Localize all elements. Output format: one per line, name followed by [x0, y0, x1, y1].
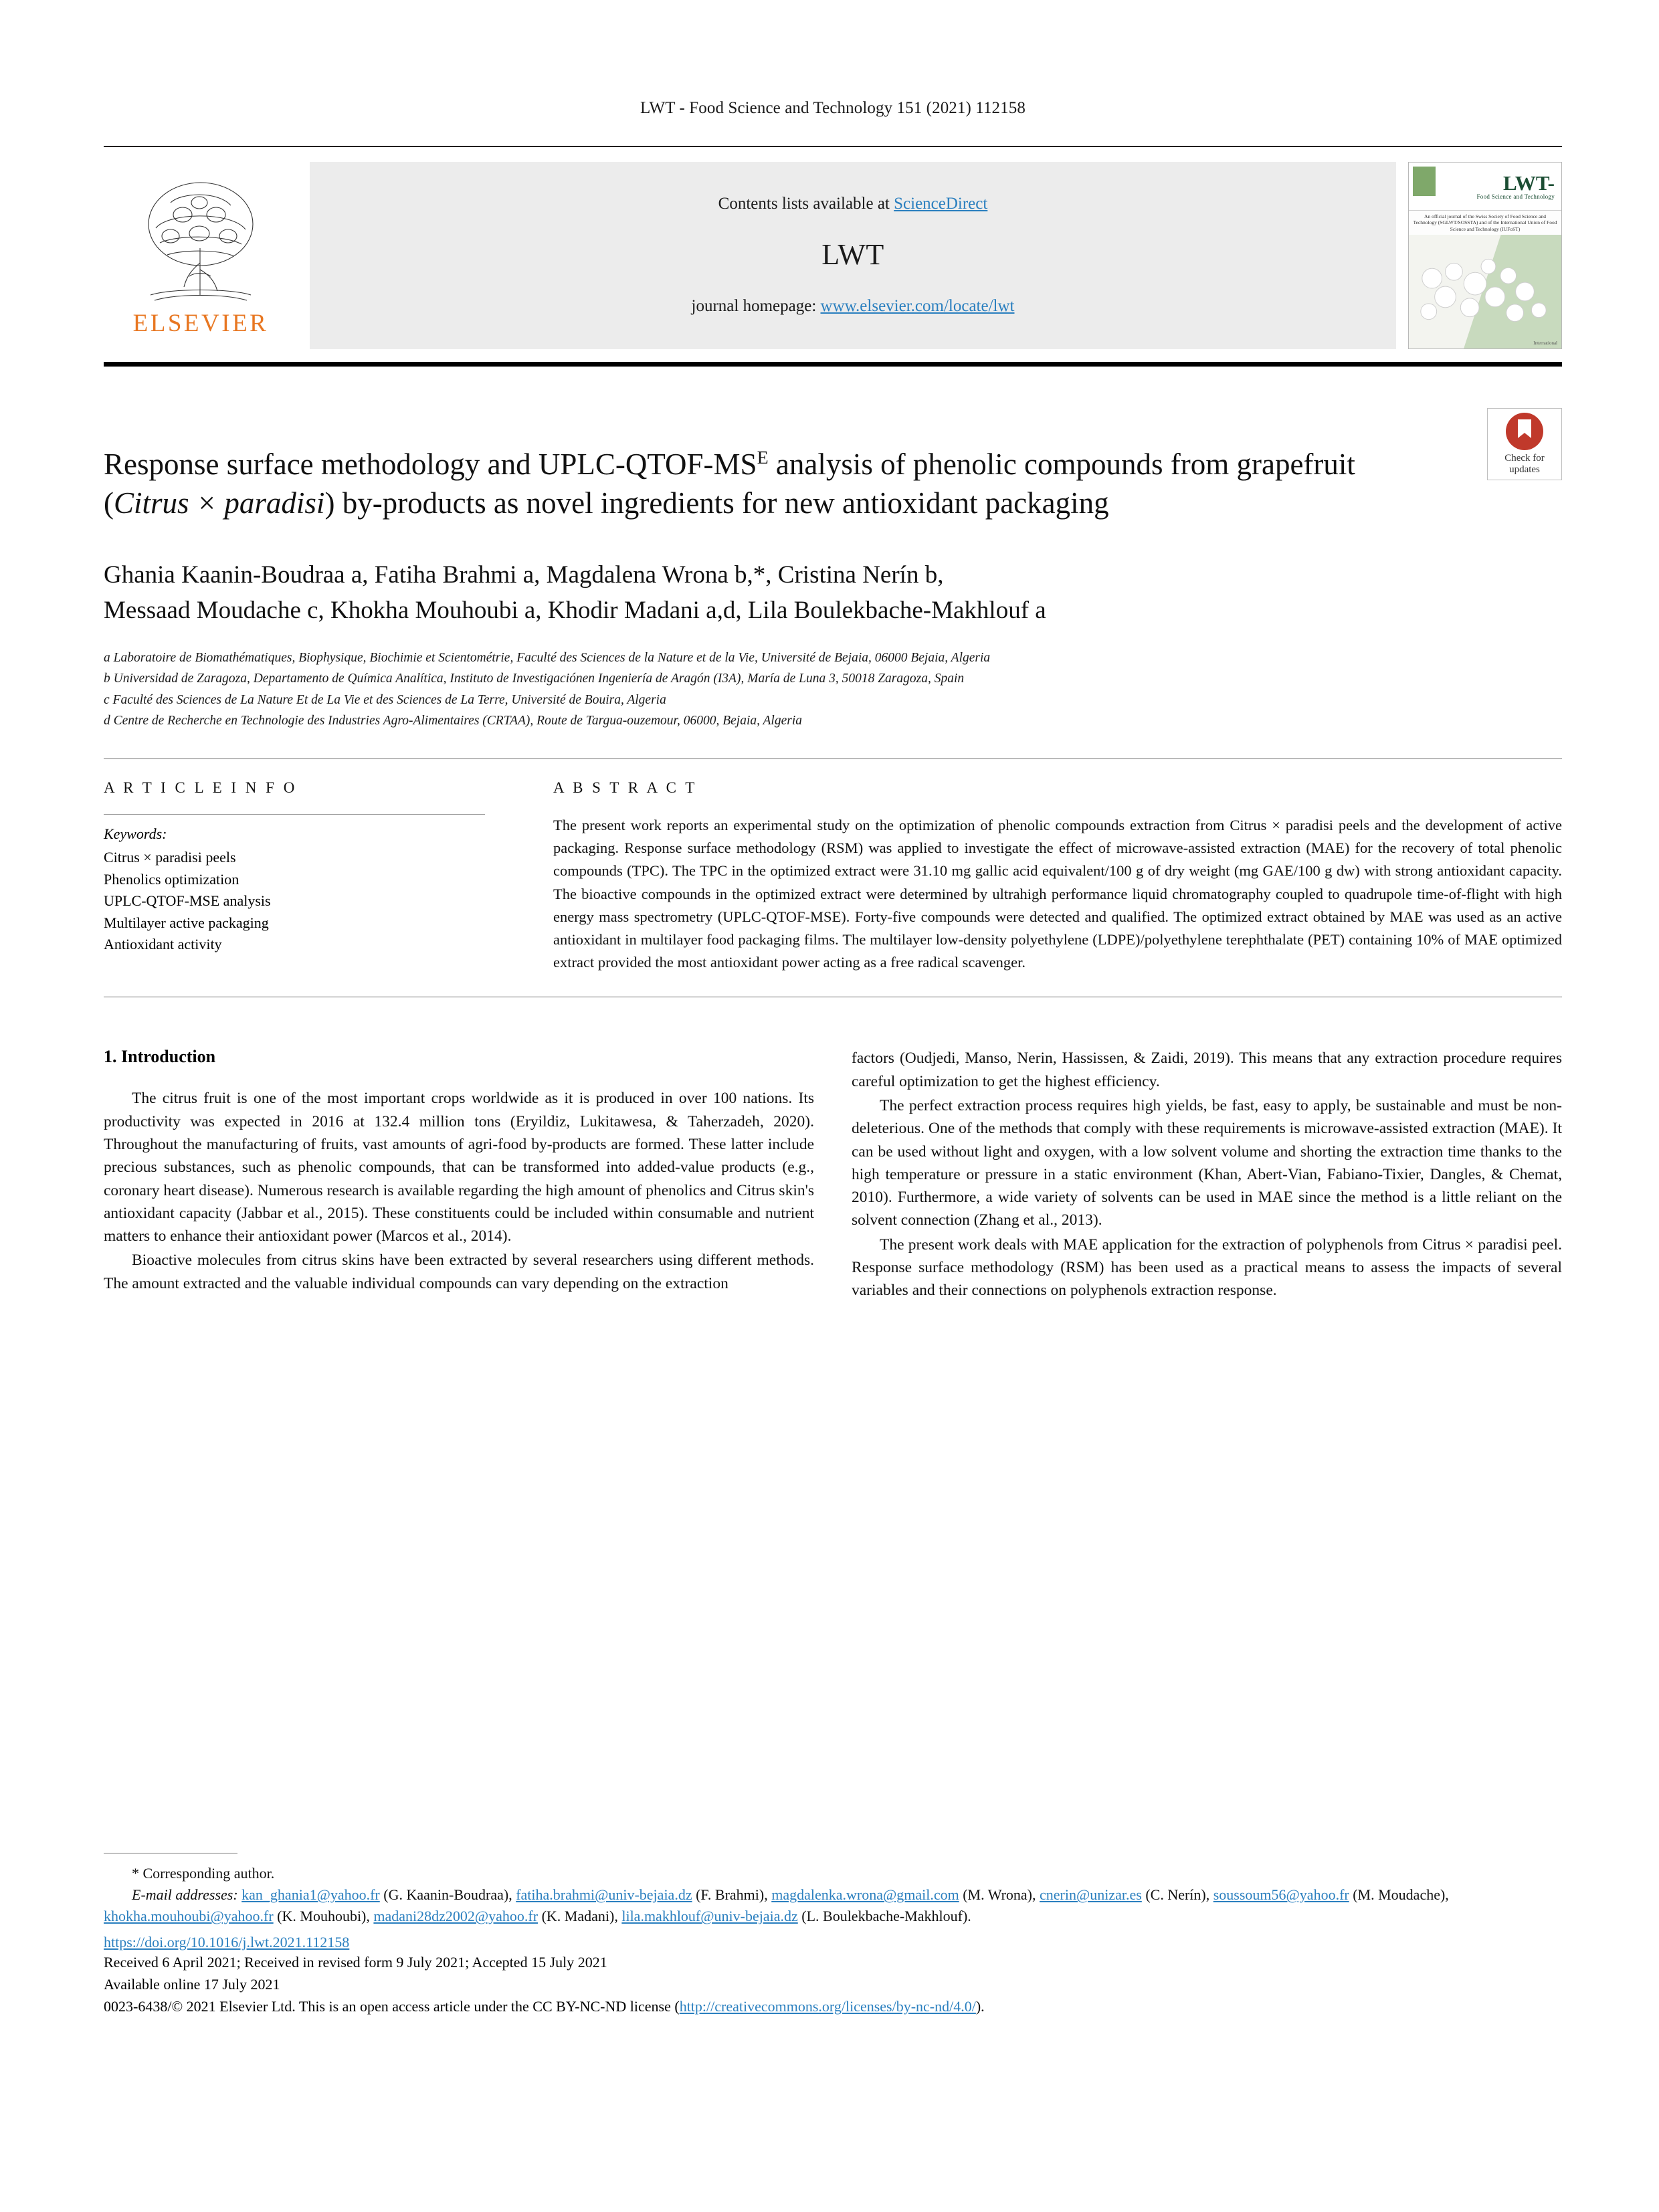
- elsevier-logo: [104, 147, 298, 363]
- journal-cover-thumbnail: [1408, 162, 1562, 349]
- email-link[interactable]: soussoum56@yahoo.fr: [1213, 1886, 1349, 1904]
- check-for-updates-box[interactable]: [1487, 408, 1562, 480]
- keyword-item: Phenolics optimization: [104, 870, 239, 888]
- email-link[interactable]: magdalenka.wrona@gmail.com: [771, 1886, 959, 1904]
- body-column-right: [852, 1047, 1562, 1303]
- body-column-left: [104, 1047, 814, 1303]
- email-link[interactable]: fatiha.brahmi@univ-bejaia.dz: [516, 1886, 692, 1904]
- page-title: [104, 445, 1395, 522]
- authors-line-1: Ghania Kaanin-Boudraa a, Fatiha Brahmi a, Magdalena Wrona b,*, Cristina Nerín b,: [104, 561, 944, 589]
- check-updates-line2: updates: [1509, 464, 1540, 476]
- contents-prefix: Contents lists available at: [718, 194, 894, 213]
- abstract-text: The present work reports an experimental study on the optimization of phenolic compounds extraction from Citrus × paradisi peels and the development of active packaging. Response surface methodology (RSM) was applied to investigate the effect of microwave-assisted extraction (MAE) for the recovery of total phenolic compounds (TPC). The TPC in the optimized extract were 31.10 mg gallic acid equivalent/100 g of dry weight (mg GAE/100 g dw) with strong antioxidant capacity. The bioactive compounds in the optimized extract were determined by ultrahigh performance liquid chromatography coupled to quadrupole time-of-flight with high energy mass spectrometry (UPLC-QTOF-MSE). Forty-five compounds were detected and qualified. The optimized extract obtained by MAE was used as an active antioxidant in multilayer food packaging films. The multilayer low-density polyethylene (LDPE)/polyethylene terephthalate (PET) containing 10% of MAE optimized extract provided the most antioxidant power acting as a free radical scavenger.: [553, 817, 1562, 971]
- footnotes: [104, 1853, 1562, 2017]
- elsevier-wordmark: ELSEVIER: [132, 310, 269, 337]
- title-italic-species: Citrus × paradisi: [114, 486, 325, 520]
- journal-homepage-link[interactable]: www.elsevier.com/locate/lwt: [820, 296, 1015, 315]
- body-columns: [104, 1047, 1562, 1303]
- email-owner: (F. Brahmi),: [696, 1886, 768, 1904]
- keywords-label: Keywords:: [104, 825, 167, 843]
- license-line: [104, 1995, 1562, 2017]
- elsevier-tree-icon: [130, 176, 271, 306]
- email-link[interactable]: lila.makhlouf@univ-bejaia.dz: [621, 1908, 798, 1925]
- author-list: [104, 557, 1455, 629]
- paragraph: The present work deals with MAE application for the extraction of polyphenols from Citrus × paradisi peel. Response surface methodology (RSM) has been used as a practical means to assess the impacts of several variables and their connections on polyphenols extraction response.: [852, 1235, 1562, 1300]
- authors-line-2: Messaad Moudache c, Khokha Mouhoubi a, Khodir Madani a,d, Lila Boulekbache-Makhlouf a: [104, 597, 1046, 625]
- homepage-line: [692, 297, 1015, 316]
- check-updates-line1: Check for: [1504, 453, 1545, 464]
- affiliations: [104, 647, 1562, 732]
- email-link[interactable]: madani28dz2002@yahoo.fr: [373, 1908, 539, 1925]
- contents-line: [718, 195, 988, 213]
- cover-header: [1409, 163, 1561, 211]
- license-prefix: 0023-6438/© 2021 Elsevier Ltd. This is an open access article under the CC BY-NC-ND license (: [104, 1998, 680, 2015]
- available-online: Available online 17 July 2021: [104, 1976, 280, 1993]
- email-owner: (C. Nerín),: [1145, 1886, 1210, 1904]
- email-owner: (M. Wrona),: [963, 1886, 1036, 1904]
- cover-cell-pattern-icon: [1409, 235, 1561, 348]
- keyword-item: Citrus × paradisi peels: [104, 849, 236, 866]
- keywords-divider: [104, 814, 485, 815]
- paragraph: factors (Oudjedi, Manso, Nerin, Hassissen, & Zaidi, 2019). This means that any extraction procedure requires careful optimization to get the highest efficiency.: [852, 1049, 1562, 1090]
- article-info-column: [104, 779, 518, 974]
- title-part-2: analysis of phenolic compounds from grapefruit (: [104, 447, 1355, 520]
- cover-footer: International: [1533, 340, 1557, 346]
- title-part-3: ) by-products as novel ingredients for new antioxidant packaging: [324, 486, 1109, 520]
- crossmark-icon: [1506, 413, 1543, 450]
- email-owner: (G. Kaanin-Boudraa),: [383, 1886, 512, 1904]
- section-heading-introduction: 1. Introduction: [104, 1047, 216, 1067]
- email-owner: (L. Boulekbache-Makhlouf).: [801, 1908, 971, 1925]
- email-link[interactable]: khokha.mouhoubi@yahoo.fr: [104, 1908, 274, 1925]
- email-addresses: [104, 1884, 1562, 1927]
- license-suffix: ).: [975, 1998, 985, 2015]
- homepage-prefix: journal homepage:: [691, 296, 821, 315]
- paragraph: Bioactive molecules from citrus skins have been extracted by several researchers using different methods. The amount extracted and the valuable individual compounds can vary depending on the extraction: [104, 1251, 814, 1292]
- cover-image: [1409, 235, 1561, 348]
- email-owner: (K. Mouhoubi),: [277, 1908, 370, 1925]
- abstract-heading: A B S T R A C T: [553, 779, 698, 797]
- email-owner: (K. Madani),: [541, 1908, 618, 1925]
- title-part-1: Response surface methodology and UPLC-QTOF-MS: [104, 447, 757, 481]
- sciencedirect-link[interactable]: ScienceDirect: [894, 194, 988, 213]
- doi-link[interactable]: https://doi.org/10.1016/j.lwt.2021.112158: [104, 1934, 350, 1951]
- paragraph: The perfect extraction process requires high yields, be fast, easy to apply, be sustainable and must be non-deleterious. One of the methods that comply with these requirements is microwave-assisted extraction (MAE). It can be used without light and oxygen, with a low solvent volume and shorting the extraction time thanks to the high temperature or pressure in a static environment (Khan, Abert-Vian, Fabiano-Tixier, Dangles, & Chemat, 2010). Furthermore, a wide variety of solvents can be used in MAE since the method is a little reliant on the solvent connection (Zhang et al., 2013).: [852, 1096, 1562, 1229]
- abstract-column: [553, 779, 1562, 974]
- masthead-center: [310, 162, 1396, 349]
- email-link[interactable]: cnerin@unizar.es: [1040, 1886, 1142, 1904]
- paragraph: The citrus fruit is one of the most important crops worldwide as it is produced in over 100 nations. Its productivity was expected in 2016 at 132.4 million tons (Eryildiz, Lukitawesa, & Taherzadeh, 2020). Throughout the manufacturing of fruits, vast amounts of agri-food by-products are formed. These latter include precious substances, such as phenolic compounds, that can be transformed into added-value products (e.g., coronary heart disease). Numerous research is available regarding the high amount of phenolics and Citrus skin's antioxidant capacity (Jabbar et al., 2015). These constituents could be included within consumable and nutrient matters to enhance their antioxidant power (Marcos et al., 2014).: [104, 1090, 814, 1245]
- email-label: E-mail addresses:: [132, 1886, 238, 1904]
- journal-masthead: [104, 146, 1562, 367]
- check-for-updates[interactable]: [1487, 408, 1562, 480]
- keyword-item: UPLC-QTOF-MSE analysis: [104, 892, 271, 910]
- cover-blurb: An official journal of the Swiss Society of Food Science and Technology (SGLWT/SOSSTA) and of the International Union of Food Science and Technology (IUFoST): [1413, 213, 1557, 232]
- article-info-heading: A R T I C L E I N F O: [104, 779, 298, 797]
- title-superscript: E: [757, 447, 769, 468]
- cover-subtitle: Food Science and Technology: [1476, 193, 1555, 200]
- publication-meta: [104, 1934, 1562, 2017]
- journal-title: LWT: [821, 237, 884, 271]
- received-dates: Received 6 April 2021; Received in revised form 9 July 2021; Accepted 15 July 2021: [104, 1954, 607, 1971]
- affiliation-c: c Faculté des Sciences de La Nature Et de La Vie et des Sciences de La Terre, Université de Bouira, Algeria: [104, 692, 666, 707]
- running-head: LWT - Food Science and Technology 151 (2021) 112158: [640, 99, 1026, 117]
- keyword-item: Antioxidant activity: [104, 936, 222, 953]
- affiliation-b: b Universidad de Zaragoza, Departamento de Química Analítica, Instituto de Investigaciónen Ingeniería de Aragón (I3A), María de Luna 3, 50018 Zaragoza, Spain: [104, 672, 965, 686]
- cover-badge-icon: [1413, 167, 1436, 196]
- info-abstract-block: [104, 759, 1562, 997]
- affiliation-d: d Centre de Recherche en Technologie des Industries Agro-Alimentaires (CRTAA), Route de Targua-ouzemour, 06000, Bejaia, Algeria: [104, 714, 803, 728]
- email-owner: (M. Moudache),: [1353, 1886, 1449, 1904]
- corresponding-author-note: * Corresponding author.: [132, 1865, 275, 1882]
- keyword-item: Multilayer active packaging: [104, 914, 269, 931]
- cover-title: LWT-: [1503, 171, 1555, 195]
- email-link[interactable]: kan_ghania1@yahoo.fr: [241, 1886, 380, 1904]
- license-link[interactable]: http://creativecommons.org/licenses/by-nc-nd/4.0/: [679, 1998, 976, 2015]
- affiliation-a: a Laboratoire de Biomathématiques, Biophysique, Biochimie et Scientométrie, Faculté des Sciences de la Nature et de la Vie, Université de Bejaia, 06000 Bejaia, Algeria: [104, 650, 991, 665]
